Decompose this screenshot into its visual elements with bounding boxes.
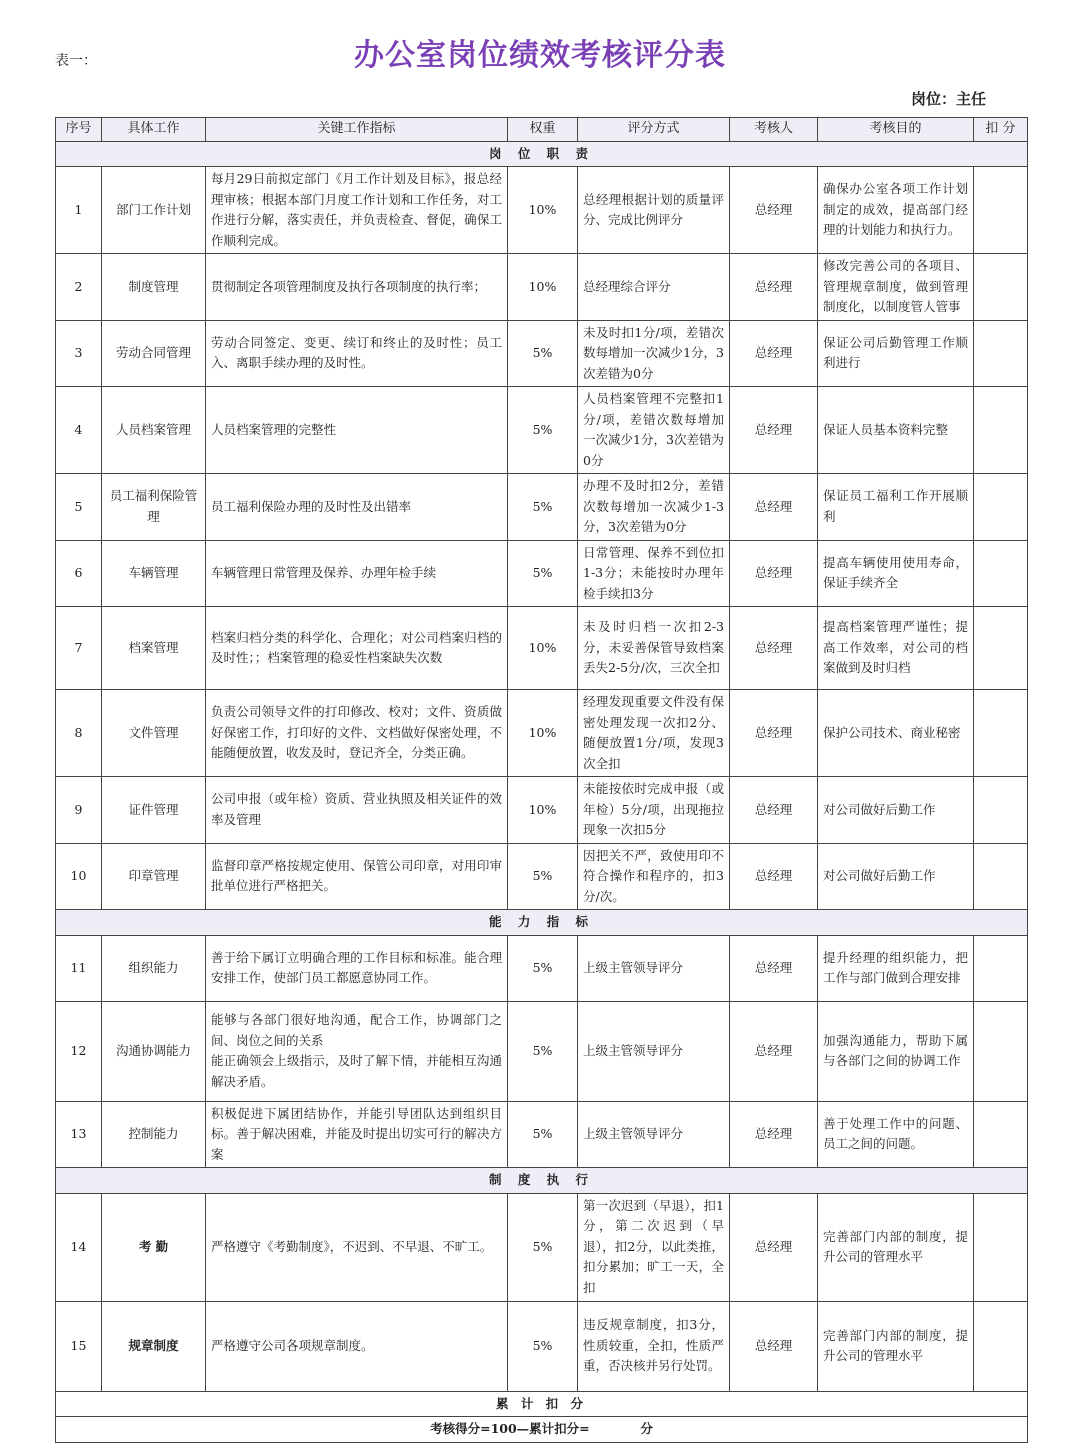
- row-number: 13: [56, 1101, 102, 1168]
- col-header-no: 序号: [56, 118, 102, 142]
- table-row: [56, 474, 1028, 541]
- key-indicator: 贯彻制定各项管理制度及执行各项制度的执行率；: [206, 254, 508, 321]
- header-row: [56, 118, 1028, 142]
- assessor: 总经理: [730, 1193, 818, 1301]
- weight: 10%: [508, 690, 578, 777]
- row-number: 4: [56, 387, 102, 474]
- total-deduction-row: [56, 1391, 1028, 1417]
- key-indicator: 车辆管理日常管理及保养、办理年检手续: [206, 540, 508, 607]
- assessor: 总经理: [730, 843, 818, 910]
- col-header-indicator: 关键工作指标: [206, 118, 508, 142]
- table-row: [56, 540, 1028, 607]
- final-score-formula: 考核得分=100—累计扣分=: [430, 1421, 590, 1436]
- scoring-method: 日常管理、保养不到位扣1-3分；未能按时办理年检手续扣3分: [578, 540, 730, 607]
- row-number: 1: [56, 167, 102, 254]
- work-item: 考 勤: [102, 1193, 206, 1301]
- assessment-purpose: 完善部门内部的制度，提升公司的管理水平: [818, 1301, 974, 1391]
- section-duty: [56, 141, 1028, 167]
- table-row: [56, 690, 1028, 777]
- weight: 5%: [508, 320, 578, 387]
- key-indicator: 积极促进下属团结协作，并能引导团队达到组织目标。善于解决困难，并能及时提出切实可行的解决方案: [206, 1101, 508, 1168]
- weight: 5%: [508, 1301, 578, 1391]
- weight: 10%: [508, 254, 578, 321]
- table-row: [56, 1101, 1028, 1168]
- table-number-label: 表一：: [55, 53, 97, 69]
- work-item: 文件管理: [102, 690, 206, 777]
- scoring-method: 总经理综合评分: [578, 254, 730, 321]
- assessment-purpose: 善于处理工作中的问题、员工之间的问题。: [818, 1101, 974, 1168]
- row-number: 15: [56, 1301, 102, 1391]
- section-title: 能 力 指 标: [56, 910, 1028, 936]
- row-number: 11: [56, 935, 102, 1001]
- weight: 10%: [508, 607, 578, 690]
- assessor: 总经理: [730, 777, 818, 844]
- weight: 5%: [508, 474, 578, 541]
- scoring-method: 未能按依时完成申报（或年检）5分/项，出现拖拉现象一次扣5分: [578, 777, 730, 844]
- row-number: 3: [56, 320, 102, 387]
- page-title: 办公室岗位绩效考核评分表: [354, 38, 726, 73]
- assessor: 总经理: [730, 320, 818, 387]
- work-item: 档案管理: [102, 607, 206, 690]
- section-ability: [56, 910, 1028, 936]
- assessment-purpose: 加强沟通能力，帮助下属与各部门之间的协调工作: [818, 1001, 974, 1101]
- work-item: 车辆管理: [102, 540, 206, 607]
- work-item: 控制能力: [102, 1101, 206, 1168]
- final-score-cell: [56, 1417, 1028, 1443]
- row-number: 8: [56, 690, 102, 777]
- scoring-method: 第一次迟到（早退），扣1分，第二次迟到（早退），扣2分，以此类推，扣分累加；旷工一天，全扣: [578, 1193, 730, 1301]
- work-item: 规章制度: [102, 1301, 206, 1391]
- table-row: [56, 843, 1028, 910]
- weight: 10%: [508, 777, 578, 844]
- deduction-input[interactable]: [974, 1193, 1028, 1301]
- scoring-method: 违反规章制度，扣3分，性质较重，全扣，性质严重，否决核并另行处罚。: [578, 1301, 730, 1391]
- weight: 5%: [508, 1101, 578, 1168]
- assessor: 总经理: [730, 935, 818, 1001]
- work-item: 员工福利保险管理: [102, 474, 206, 541]
- row-number: 12: [56, 1001, 102, 1101]
- assessor: 总经理: [730, 540, 818, 607]
- assessor: 总经理: [730, 474, 818, 541]
- assessment-purpose: 保证员工福利工作开展顺利: [818, 474, 974, 541]
- scoring-method: 因把关不严，致使用印不符合操作和程序的，扣3分/次。: [578, 843, 730, 910]
- table-row: [56, 320, 1028, 387]
- table-row: [56, 607, 1028, 690]
- deduction-input[interactable]: [974, 690, 1028, 777]
- table-row: [56, 1193, 1028, 1301]
- scoring-method: 办理不及时扣2分，差错次数每增加一次减少1-3分，3次差错为0分: [578, 474, 730, 541]
- table-row: [56, 167, 1028, 254]
- deduction-input[interactable]: [974, 540, 1028, 607]
- deduction-input[interactable]: [974, 777, 1028, 844]
- assessor: 总经理: [730, 387, 818, 474]
- scoring-method: 未及时归档一次扣2-3分，未妥善保管导致档案丢失2-5分/次，三次全扣: [578, 607, 730, 690]
- key-indicator: 严格遵守《考勤制度》，不迟到、不早退、不旷工。: [206, 1193, 508, 1301]
- assessor: 总经理: [730, 1001, 818, 1101]
- col-header-weight: 权重: [508, 118, 578, 142]
- table-row: [56, 254, 1028, 321]
- deduction-input[interactable]: [974, 167, 1028, 254]
- evaluation-table: [55, 117, 1028, 1443]
- key-indicator: 公司申报（或年检）资质、营业执照及相关证件的效率及管理: [206, 777, 508, 844]
- work-item: 沟通协调能力: [102, 1001, 206, 1101]
- assessment-purpose: 对公司做好后勤工作: [818, 777, 974, 844]
- weight: 5%: [508, 1001, 578, 1101]
- assessment-purpose: 保证公司后勤管理工作顺利进行: [818, 320, 974, 387]
- table-row: [56, 935, 1028, 1001]
- assessment-purpose: 保护公司技术、商业秘密: [818, 690, 974, 777]
- section-title: 制 度 执 行: [56, 1168, 1028, 1194]
- scoring-method: 总经理根据计划的质量评分、完成比例评分: [578, 167, 730, 254]
- key-indicator: 善于给下属订立明确合理的工作目标和标准。能合理安排工作，使部门员工都愿意协同工作。: [206, 935, 508, 1001]
- deduction-input[interactable]: [974, 1001, 1028, 1101]
- assessment-purpose: 对公司做好后勤工作: [818, 843, 974, 910]
- assessment-purpose: 提升经理的组织能力，把工作与部门做到合理安排: [818, 935, 974, 1001]
- row-number: 5: [56, 474, 102, 541]
- assessor: 总经理: [730, 1301, 818, 1391]
- col-header-assessor: 考核人: [730, 118, 818, 142]
- section-title: 岗 位 职 责: [56, 141, 1028, 167]
- key-indicator: 人员档案管理的完整性: [206, 387, 508, 474]
- deduction-input[interactable]: [974, 254, 1028, 321]
- key-indicator: 严格遵守公司各项规章制度。: [206, 1301, 508, 1391]
- weight: 10%: [508, 167, 578, 254]
- assessor: 总经理: [730, 607, 818, 690]
- deduction-input[interactable]: [974, 387, 1028, 474]
- weight: 5%: [508, 387, 578, 474]
- table-row: [56, 777, 1028, 844]
- key-indicator: 劳动合同签定、变更、续订和终止的及时性；员工入、离职手续办理的及时性。: [206, 320, 508, 387]
- deduction-input[interactable]: [974, 1301, 1028, 1391]
- scoring-method: 上级主管领导评分: [578, 1101, 730, 1168]
- table-row: [56, 1301, 1028, 1391]
- col-header-work: 具体工作: [102, 118, 206, 142]
- final-score-row: [56, 1417, 1028, 1443]
- assessment-purpose: 提高档案管理严谨性；提高工作效率，对公司的档案做到及时归档: [818, 607, 974, 690]
- work-item: 劳动合同管理: [102, 320, 206, 387]
- deduction-input[interactable]: [974, 1101, 1028, 1168]
- key-indicator: 负责公司领导文件的打印修改、校对；文件、资质做好保密工作，打印好的文件、文档做好保密处理，不能随便放置，收发及时，登记齐全，分类正确。: [206, 690, 508, 777]
- scoring-method: 人员档案管理不完整扣1分/项，差错次数每增加一次减少1分，3次差错为0分: [578, 387, 730, 474]
- deduction-input[interactable]: [974, 843, 1028, 910]
- scoring-method: 上级主管领导评分: [578, 1001, 730, 1101]
- work-item: 制度管理: [102, 254, 206, 321]
- weight: 5%: [508, 1193, 578, 1301]
- col-header-deduction: 扣 分: [974, 118, 1028, 142]
- assessor: 总经理: [730, 167, 818, 254]
- deduction-input[interactable]: [974, 474, 1028, 541]
- key-indicator: 员工福利保险办理的及时性及出错率: [206, 474, 508, 541]
- section-system: [56, 1168, 1028, 1194]
- work-item: 证件管理: [102, 777, 206, 844]
- assessor: 总经理: [730, 690, 818, 777]
- key-indicator: 每月29日前拟定部门《月工作计划及目标》，报总经理审核；根据本部门月度工作计划和工作任务，对工作进行分解，落实责任，并负责检查、督促，确保工作顺利完成。: [206, 167, 508, 254]
- work-item: 人员档案管理: [102, 387, 206, 474]
- scoring-method: 上级主管领导评分: [578, 935, 730, 1001]
- row-number: 2: [56, 254, 102, 321]
- key-indicator: 档案归档分类的科学化、合理化；对公司档案归档的及时性；；档案管理的稳妥性档案缺失次数: [206, 607, 508, 690]
- work-item: 组织能力: [102, 935, 206, 1001]
- row-number: 7: [56, 607, 102, 690]
- assessor: 总经理: [730, 1101, 818, 1168]
- row-number: 14: [56, 1193, 102, 1301]
- assessment-purpose: 确保办公室各项工作计划制定的成效，提高部门经理的计划能力和执行力。: [818, 167, 974, 254]
- deduction-input[interactable]: [974, 935, 1028, 1001]
- assessment-purpose: 完善部门内部的制度，提升公司的管理水平: [818, 1193, 974, 1301]
- scoring-method: 未及时扣1分/项，差错次数每增加一次减少1分，3次差错为0分: [578, 320, 730, 387]
- table-row: [56, 1001, 1028, 1101]
- work-item: 部门工作计划: [102, 167, 206, 254]
- post-label: 岗位：主任: [910, 90, 986, 108]
- key-indicator: 能够与各部门很好地沟通，配合工作，协调部门之间、岗位之间的关系 能正确领会上级指示，及时了解下情，并能相互沟通解决矛盾。: [206, 1001, 508, 1101]
- final-score-unit: 分: [640, 1421, 653, 1436]
- weight: 5%: [508, 540, 578, 607]
- assessment-purpose: 修改完善公司的各项目、管理规章制度，做到管理制度化，以制度管人管事: [818, 254, 974, 321]
- table-row: [56, 387, 1028, 474]
- deduction-input[interactable]: [974, 320, 1028, 387]
- weight: 5%: [508, 843, 578, 910]
- row-number: 9: [56, 777, 102, 844]
- key-indicator: 监督印章严格按规定使用、保管公司印章，对用印审批单位进行严格把关。: [206, 843, 508, 910]
- scoring-method: 经理发现重要文件没有保密处理发现一次扣2分、随便放置1分/项，发现3次全扣: [578, 690, 730, 777]
- weight: 5%: [508, 935, 578, 1001]
- col-header-purpose: 考核目的: [818, 118, 974, 142]
- total-deduction-label: 累 计 扣 分: [56, 1391, 1028, 1417]
- assessor: 总经理: [730, 254, 818, 321]
- row-number: 10: [56, 843, 102, 910]
- col-header-method: 评分方式: [578, 118, 730, 142]
- work-item: 印章管理: [102, 843, 206, 910]
- assessment-purpose: 提高车辆使用使用寿命，保证手续齐全: [818, 540, 974, 607]
- assessment-purpose: 保证人员基本资料完整: [818, 387, 974, 474]
- row-number: 6: [56, 540, 102, 607]
- deduction-input[interactable]: [974, 607, 1028, 690]
